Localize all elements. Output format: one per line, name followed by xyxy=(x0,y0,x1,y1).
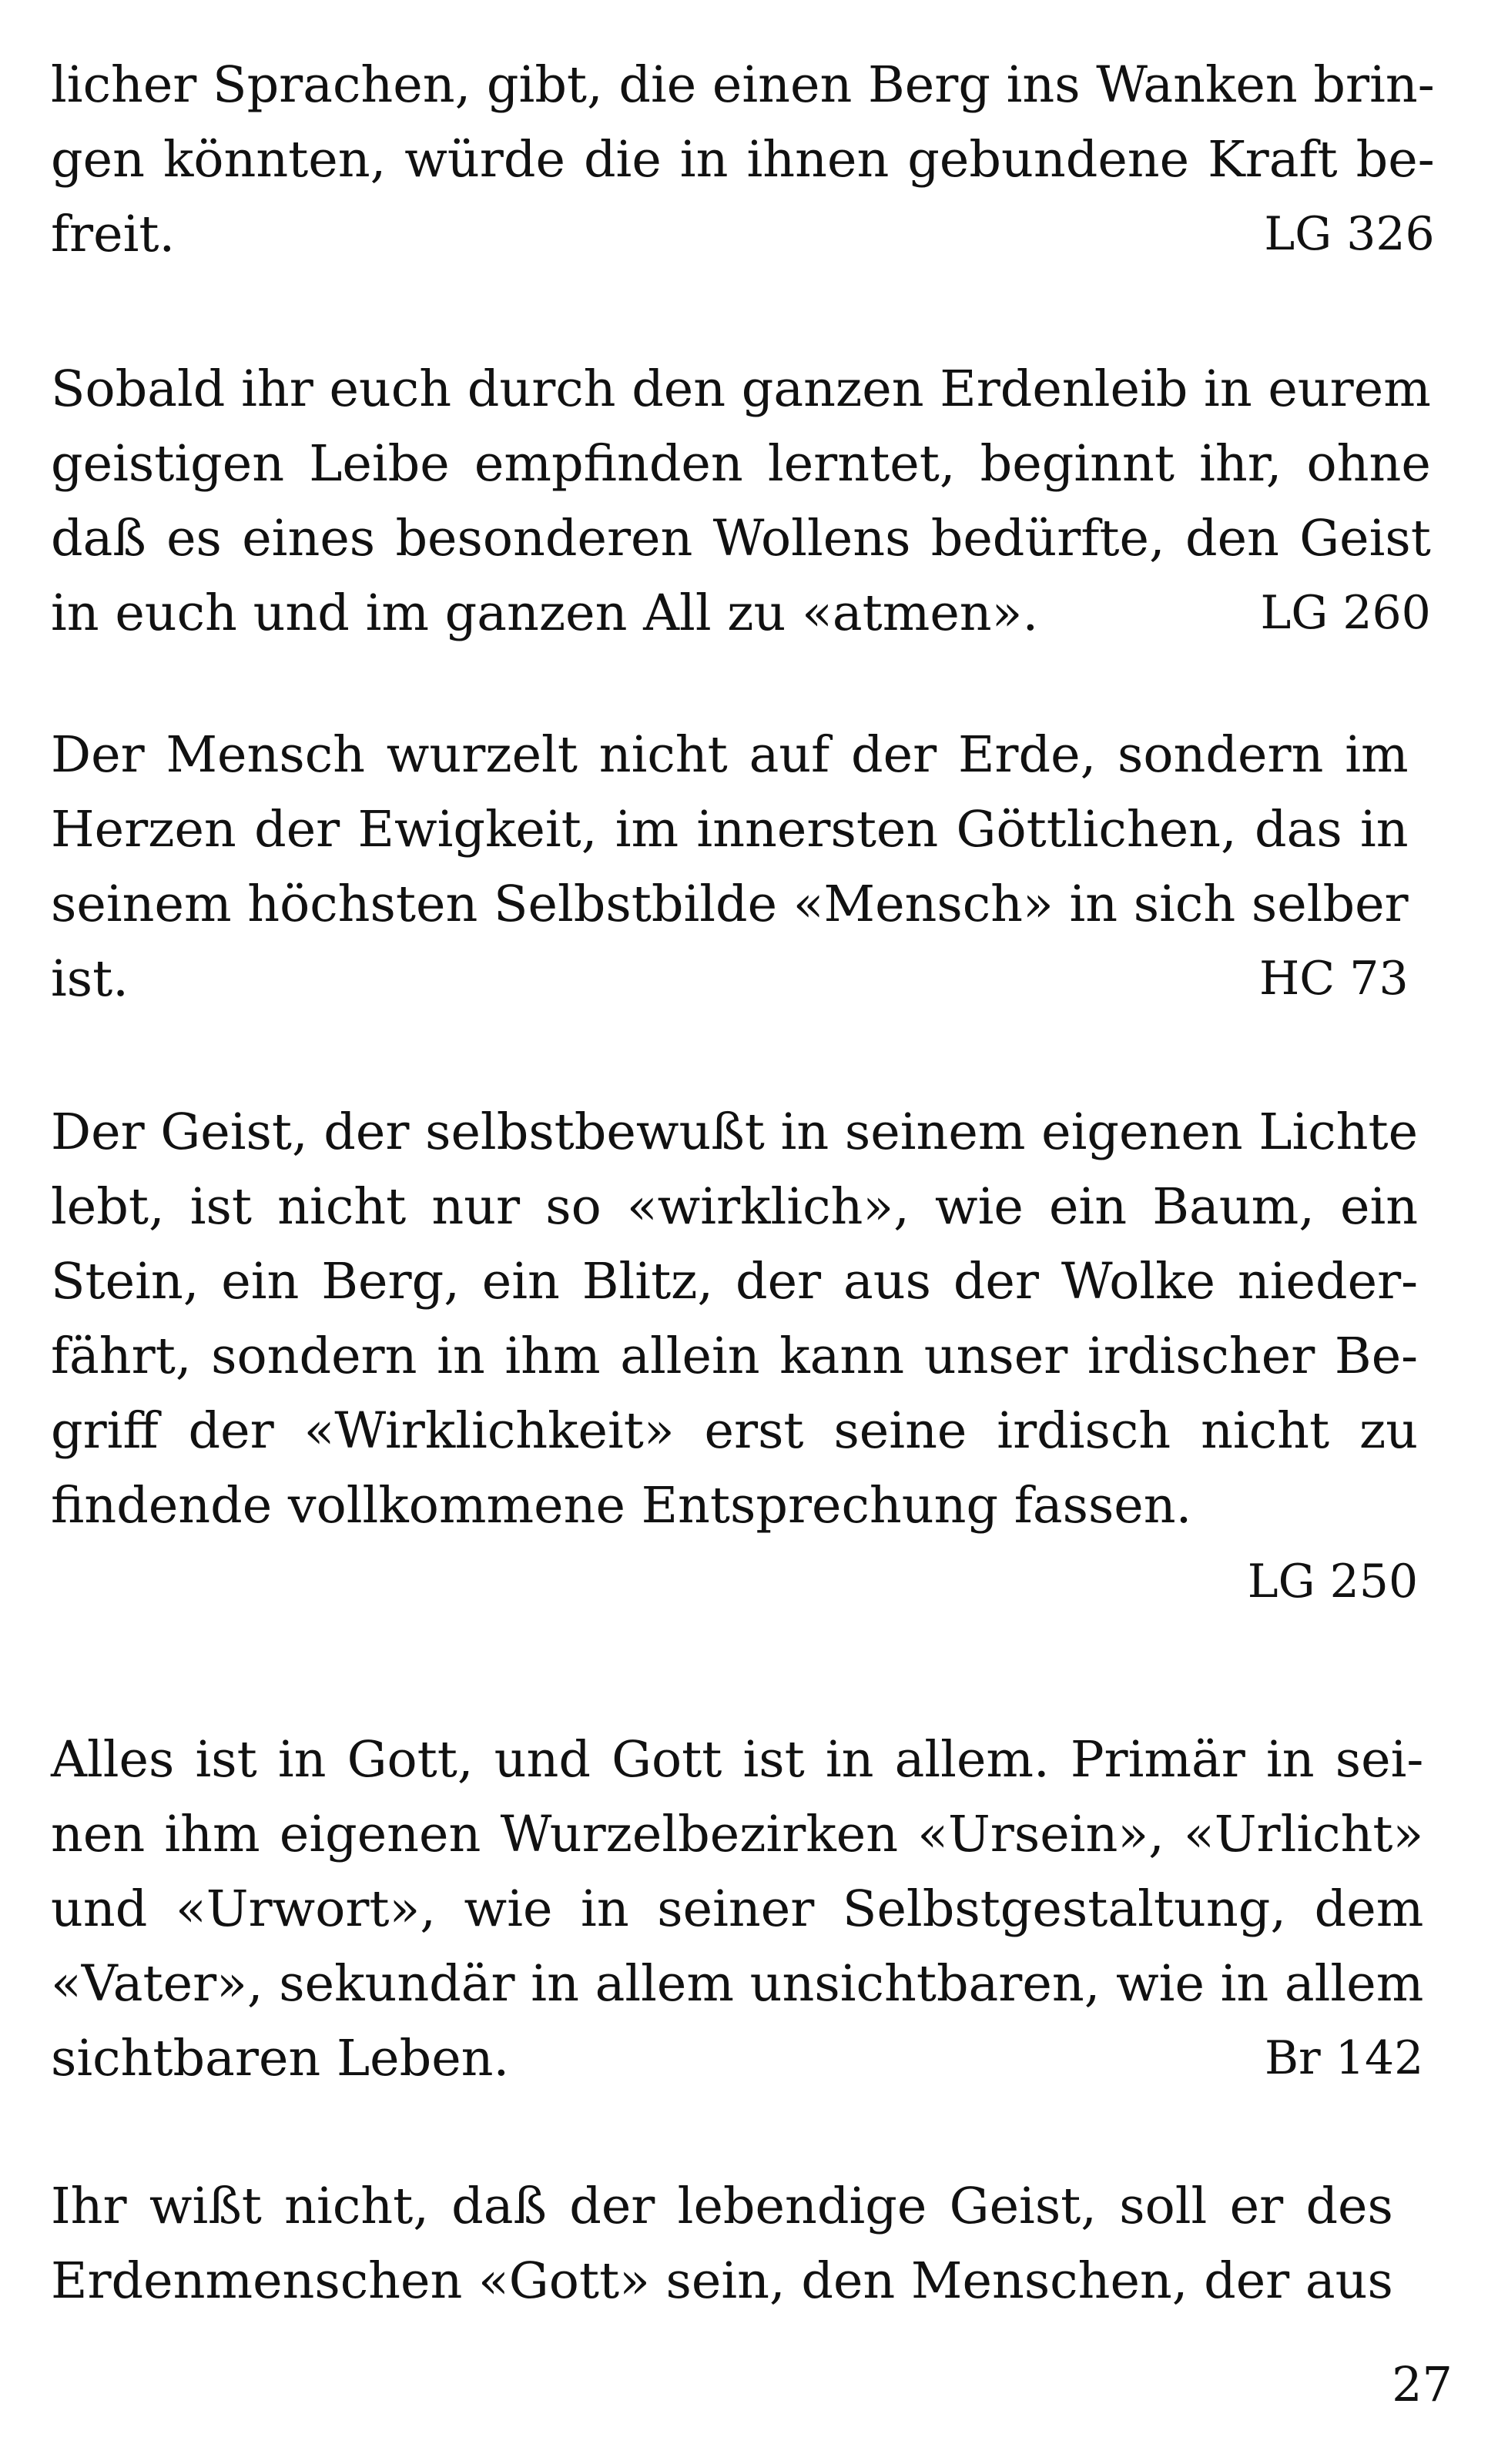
text-line: Sobald ihr euch durch den ganzen Erdenleib in eurem xyxy=(51,360,1431,418)
text-line: ist. xyxy=(51,950,129,1008)
text-line: und «Urwort», wie in seiner Selbstgestaltung, dem xyxy=(51,1880,1424,1938)
text-line: seinem höchsten Selbstbilde «Mensch» in sich selber xyxy=(51,875,1409,933)
text-line: findende vollkommene Entsprechung fassen. xyxy=(51,1477,1192,1535)
text-line: licher Sprachen, gibt, die einen Berg ins Wanken brin- xyxy=(51,56,1435,114)
text-line-with-reference xyxy=(51,197,1435,272)
passage-5 xyxy=(51,1722,1423,2096)
text-line: sichtbaren Leben. xyxy=(51,2030,510,2087)
text-line-with-reference xyxy=(51,2021,1423,2096)
text-line: fährt, sondern in ihm allein kann unser irdischer Be- xyxy=(51,1327,1419,1385)
text-line: gen könnten, würde die in ihnen gebundene Kraft be- xyxy=(51,131,1435,189)
text-line: Erdenmenschen «Gott» sein, den Menschen, der aus xyxy=(51,2252,1393,2310)
text-line: griff der «Wirklichkeit» erst seine irdisch nicht zu xyxy=(51,1402,1419,1460)
text-line: Der Mensch wurzelt nicht auf der Erde, sondern im xyxy=(51,726,1409,784)
text-line: freit. xyxy=(51,206,176,263)
text-line: nen ihm eigenen Wurzelbezirken «Ursein», «Urlicht» xyxy=(51,1806,1424,1863)
reference-line xyxy=(51,1543,1418,1618)
text-line: Herzen der Ewigkeit, im innersten Göttlichen, das in xyxy=(51,801,1409,859)
source-reference: Br 142 xyxy=(1264,2031,1424,2085)
page-number: 27 xyxy=(1392,2356,1453,2412)
source-reference: HC 73 xyxy=(1258,952,1409,1006)
source-reference: LG 250 xyxy=(1247,1555,1419,1609)
source-reference: LG 326 xyxy=(1264,207,1435,261)
text-line: lebt, ist nicht nur so «wirklich», wie ein Baum, ein xyxy=(51,1178,1419,1236)
text-line: «Vater», sekundär in allem unsichtbaren, wie in allem xyxy=(51,1955,1424,2013)
text-line-with-reference xyxy=(51,942,1409,1016)
text-line: daß es eines besonderen Wollens bedürfte, den Geist xyxy=(51,510,1431,567)
source-reference: LG 260 xyxy=(1260,586,1431,640)
text-line: Alles ist in Gott, und Gott ist in allem. Primär in sei- xyxy=(51,1731,1424,1789)
text-line: in euch und im ganzen All zu «atmen». xyxy=(51,584,1039,642)
text-line: Stein, ein Berg, ein Blitz, der aus der Wolke nieder- xyxy=(51,1253,1419,1311)
passage-6 xyxy=(51,2169,1393,2318)
text-line-with-reference xyxy=(51,576,1431,651)
passage-4 xyxy=(51,1095,1418,1618)
passage-3 xyxy=(51,718,1409,1016)
passage-1 xyxy=(51,48,1435,272)
text-line: Der Geist, der selbstbewußt in seinem eigenen Lichte xyxy=(51,1103,1419,1161)
passage-2 xyxy=(51,352,1431,651)
text-line: Ihr wißt nicht, daß der lebendige Geist, soll er des xyxy=(51,2178,1393,2235)
text-line: geistigen Leibe empfinden lerntet, beginnt ihr, ohne xyxy=(51,435,1431,493)
